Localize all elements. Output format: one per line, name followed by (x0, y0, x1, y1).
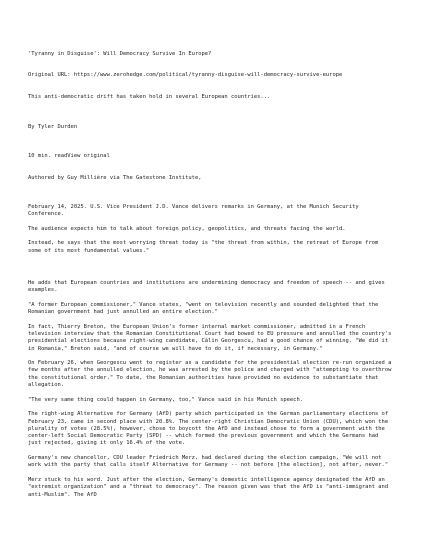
article-body (28, 36, 394, 506)
author-credit: Authored by Guy Millière via The Gatestone Institute, (28, 174, 202, 181)
paragraph: "The very same thing could happen in Germany, too," Vance said in his Munich speech. (28, 396, 303, 403)
article-teaser: This anti-democratic drift has taken hold in several European countries... (28, 94, 271, 101)
byline: By Tyler Durden (28, 123, 78, 130)
paragraph: On February 26, when Georgescu went to register as a candidate for the presidential election re-run organized a few months after the annulled election, he was arrested by the police and charged with "attempting to overthrow the constitutional order." To date, the Romanian authorities have provided no evidence to substantiate that allegation. (28, 360, 395, 389)
article-meta (28, 138, 394, 196)
paragraph: Instead, he says that the most worrying threat today is "the threat from within, the retreat of Europe from some of its most fundamental values." (28, 240, 382, 254)
paragraph: The audience expects him to talk about foreign policy, geopolitics, and threats facing the world. (28, 225, 346, 232)
paragraph: Germany's new chancellor, CDU leader Friedrich Merz, had declared during the election campaign, "We will not work with the party that calls itself Alternative for Germany -- not before [the election], not after, never." (28, 455, 389, 469)
read-time[interactable]: 10 min. readView original (28, 152, 110, 159)
paragraph: In fact, Thierry Breton, the European Union's former internal market commissioner, admitted in a French television interview that the Romanian Constitutional Court had bowed to EU pressure and annulled the country's presidential elections because right-wing candidate, Călin Georgescu, had a good chance of winning. "We did it in Romania," Breton said, "and of course we will have to do it, if necessary, in Germany." (28, 323, 395, 352)
paragraph: February 14, 2025. U.S. Vice President J.D. Vance delivers remarks in Germany, at the Munich Security Conference. (28, 203, 362, 218)
paragraph: He adds that European countries and institutions are undermining democracy and freedom of speech -- and gives examples. (28, 279, 389, 294)
original-url[interactable]: Original URL: https://www.zerohedge.com/political/tyranny-disguise-will-democracy-survive-europe (28, 72, 343, 79)
paragraph: The right-wing Alternative for Germany (AfD) party which participated in the German parliamentary elections of February 23, came in second place with 20.8%. The center-right Christian Democratic Union (CDU), which won the plurality of votes (28.5%), however, chose to boycott the AfD and instead chose to form a government with the center-left Social Democratic Party (SPD) -- which formed the previous government and which the Germans had just rejected, giving it only 16.4% of the vote. (28, 411, 392, 447)
paragraph: "A former European commissioner," Vance states, "went on television recently and sounded delighted that the Romanian government had just annulled an entire election." (28, 301, 382, 316)
article-title: 'Tyranny in Disguise': Will Democracy Survive In Europe? (28, 50, 212, 57)
paragraph: Merz stuck to his word. Just after the election, Germany's domestic intelligence agency designated the AfD an "extremist organization" and a "threat to democracy". The reason given was that the AfD is "anti-immigrant and anti-Muslim". The AfD (28, 476, 392, 498)
article-header (28, 36, 394, 116)
